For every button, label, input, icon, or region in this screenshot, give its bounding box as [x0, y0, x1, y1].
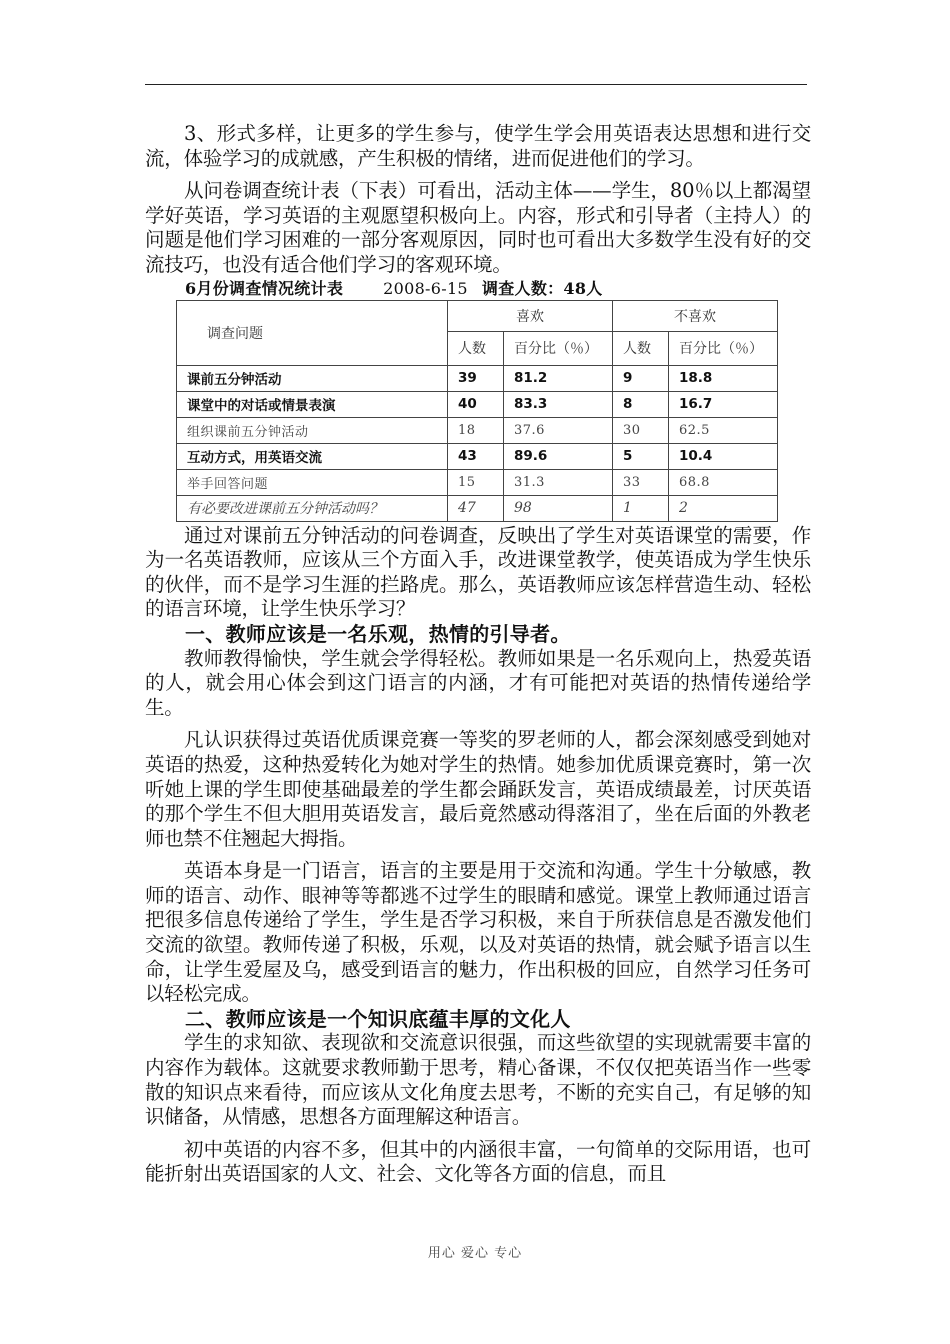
- cell-dislike-percent: 18.8: [669, 365, 778, 391]
- cell-dislike-count: 30: [613, 417, 669, 443]
- paragraph: 从问卷调查统计表（下表）可看出，活动主体——学生，80％以上都渴望学好英语，学习英语的主观愿望积极向上。内容，形式和引导者（主持人）的问题是他们学习困难的一部分客观原因，同时也可看出大多数学生没有好的交流技巧，也没有适合他们学习的客观环境。: [145, 179, 811, 276]
- cell-dislike-percent: 68.8: [669, 469, 778, 495]
- table-respondent-count: 调查人数：48人: [481, 278, 603, 298]
- cell-dislike-count: 5: [613, 443, 669, 469]
- cell-dislike-percent: 2: [669, 495, 778, 521]
- paragraph: 初中英语的内容不多，但其中的内涵很丰富，一句简单的交际用语，也可能折射出英语国家的人文、社会、文化等各方面的信息，而且: [145, 1137, 811, 1186]
- table-header-row: [177, 300, 778, 331]
- document-body: [145, 122, 811, 1187]
- cell-like-percent: 31.3: [504, 469, 613, 495]
- cell-like-count: 15: [448, 469, 504, 495]
- cell-like-percent: 89.6: [504, 443, 613, 469]
- paragraph: 教师教得愉快，学生就会学得轻松。教师如果是一名乐观向上，热爱英语的人，就会用心体会到这门语言的内涵，才有可能把对英语的热情传递给学生。: [145, 646, 811, 719]
- paragraph: 3、形式多样，让更多的学生参与，使学生学会用英语表达思想和进行交流，体验学习的成就感，产生积极的情绪，进而促进他们的学习。: [145, 122, 811, 170]
- cell-dislike-count: 9: [613, 365, 669, 391]
- paragraph: 学生的求知欲、表现欲和交流意识很强，而这些欲望的实现就需要丰富的内容作为载体。这就要求教师勤于思考，精心备课，不仅仅把英语当作一些零散的知识点来看待，而应该从文化角度去思考，不断的充实自己，有足够的知识储备，从情感，思想各方面理解这种语言。: [145, 1031, 811, 1129]
- table-row: [177, 443, 778, 469]
- cell-dislike-percent: 10.4: [669, 443, 778, 469]
- section-heading: 二、教师应该是一个知识底蕴丰厚的文化人: [185, 1006, 571, 1031]
- cell-question: 课前五分钟活动: [177, 365, 448, 391]
- header-like: 喜欢: [448, 300, 613, 331]
- subheader-count: 人数: [613, 331, 669, 365]
- cell-like-percent: 37.6: [504, 417, 613, 443]
- paragraph: 英语本身是一门语言，语言的主要是用于交流和沟通。学生十分敏感，教师的语言、动作、眼神等等都逃不过学生的眼睛和感觉。课堂上教师通过语言把很多信息传递给了学生，学生是否学习积极，来自于所获信息是否激发他们交流的欲望。教师传递了积极，乐观，以及对英语的热情，就会赋予语言以生命，让学生爱屋及乌，感受到语言的魅力，作出积极的回应，自然学习任务可以轻松完成。: [145, 859, 811, 1006]
- cell-like-count: 39: [448, 365, 504, 391]
- table-row: [177, 417, 778, 443]
- table-row: [177, 495, 778, 521]
- cell-dislike-count: 8: [613, 391, 669, 417]
- paragraph: 凡认识获得过英语优质课竞赛一等奖的罗老师的人，都会深刻感受到她对英语的热爱，这种热爱转化为她对学生的热情。她参加优质课竞赛时，第一次听她上课的学生即使基础最差的学生都会踊跃发言，英语成绩最差，讨厌英语的那个学生不但大胆用英语发言，最后竟然感动得落泪了，坐在后面的外教老师也禁不住翘起大拇指。: [145, 728, 811, 850]
- survey-table: [176, 300, 778, 522]
- cell-question: 举手回答问题: [177, 469, 448, 495]
- page-footer: 用心 爱心 专心: [427, 1246, 523, 1261]
- table-date: 2008-6-15: [383, 278, 468, 298]
- cell-question: 互动方式，用英语交流: [177, 443, 448, 469]
- cell-question: 组织课前五分钟活动: [177, 417, 448, 443]
- cell-like-count: 40: [448, 391, 504, 417]
- header-dislike: 不喜欢: [613, 300, 778, 331]
- table-row: [177, 391, 778, 417]
- cell-like-percent: 83.3: [504, 391, 613, 417]
- subheader-percent: 百分比（％）: [504, 331, 613, 365]
- cell-like-count: 18: [448, 417, 504, 443]
- cell-dislike-count: 1: [613, 495, 669, 521]
- table-row: [177, 469, 778, 495]
- cell-like-count: 43: [448, 443, 504, 469]
- table-row: [177, 365, 778, 391]
- cell-dislike-percent: 16.7: [669, 391, 778, 417]
- subheader-count: 人数: [448, 331, 504, 365]
- cell-like-percent: 98: [504, 495, 613, 521]
- subheader-percent: 百分比（％）: [669, 331, 778, 365]
- cell-question: 课堂中的对话或情景表演: [177, 391, 448, 417]
- cell-like-percent: 81.2: [504, 365, 613, 391]
- header-question: 调查问题: [177, 300, 448, 365]
- cell-question: 有必要改进课前五分钟活动吗？: [177, 495, 448, 521]
- section-heading: 一、教师应该是一名乐观，热情的引导者。: [185, 621, 571, 646]
- paragraph: 通过对课前五分钟活动的问卷调查，反映出了学生对英语课堂的需要，作为一名英语教师，应该从三个方面入手，改进课堂教学，使英语成为学生快乐的伙伴，而不是学习生涯的拦路虎。那么，英语教师应该怎样营造生动、轻松的语言环境，让学生快乐学习？: [145, 523, 811, 621]
- table-caption: [145, 278, 811, 300]
- header-rule: [145, 84, 807, 85]
- table-title: 6月份调查情况统计表: [185, 278, 344, 298]
- cell-dislike-count: 33: [613, 469, 669, 495]
- cell-dislike-percent: 62.5: [669, 417, 778, 443]
- cell-like-count: 47: [448, 495, 504, 521]
